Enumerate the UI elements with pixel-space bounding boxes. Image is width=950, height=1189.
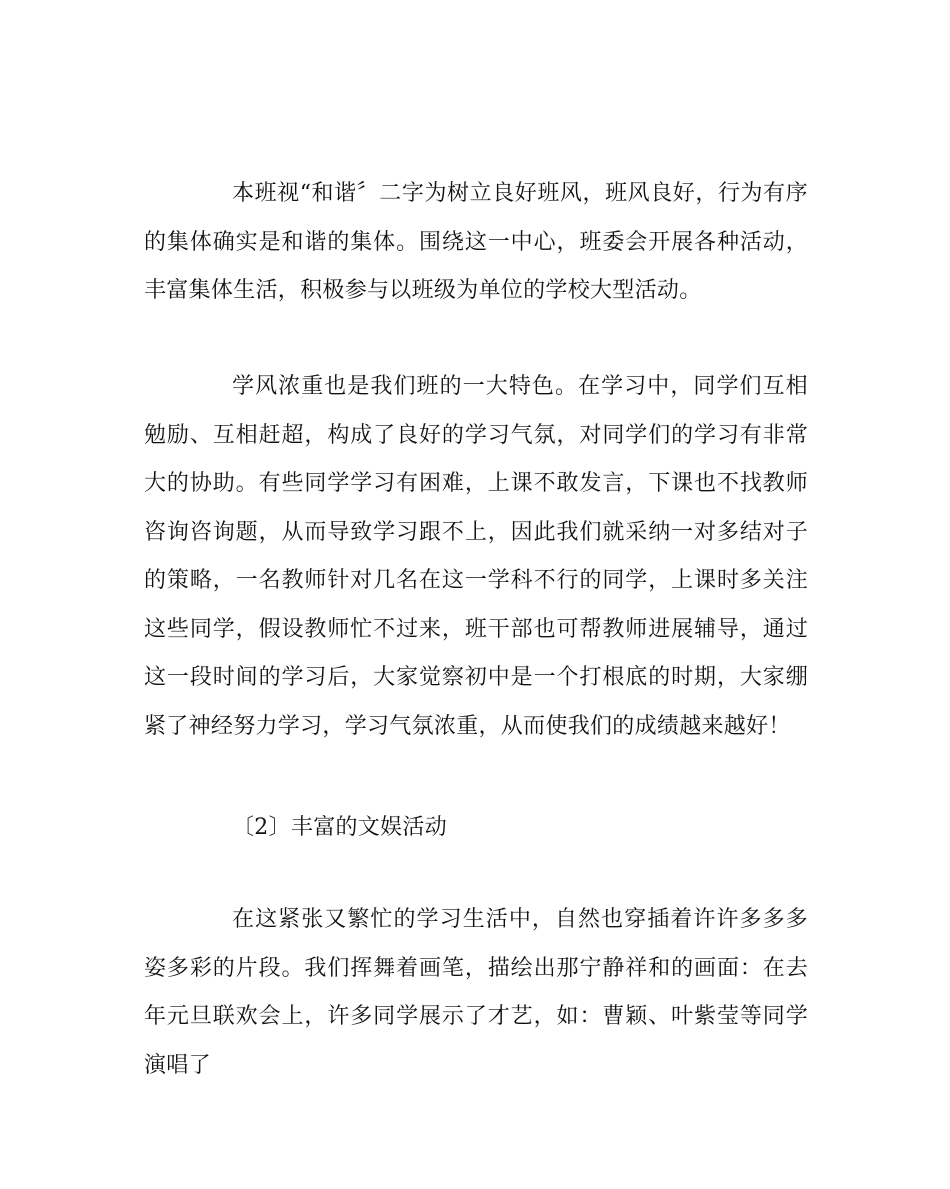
section-heading-cultural-activities: 〔2〕丰富的文娱活动 (232, 815, 447, 840)
paragraph-class-harmony: 本班视“和谐〞二字为树立良好班风，班风良好，行为有序的集体确实是和谐的集体。围绕这一中心，班委会开展各种活动，丰富集体生活，积极参与以班级为单位的学校大型活动。 (144, 181, 808, 303)
paragraph-study-atmosphere: 学风浓重也是我们班的一大特色。在学习中，同学们互相勉励、互相赶超，构成了良好的学习气氛，对同学们的学习有非常大的协助。有些同学学习有困难，上课不敢发言，下课也不找教师咨询咨询题，从而导致学习跟不上，因此我们就采纳一对多结对子的策略，一名教师针对几名在这一学科不行的同学，上课时多关注这些同学，假设教师忙不过来，班干部也可帮教师进展辅导，通过这一段时间的学习后，大家觉察初中是一个打根底的时期，大家绷紧了神经努力学习，学习气氛浓重，从而使我们的成绩越来越好！ (144, 374, 808, 739)
paragraph-cultural-activities: 在这紧张又繁忙的学习生活中，自然也穿插着许许多多多姿多彩的片段。我们挥舞着画笔，描绘出那宁静祥和的画面：在去年元旦联欢会上，许多同学展示了才艺，如：曹颖、叶紫莹等同学演唱了 (144, 907, 808, 1078)
